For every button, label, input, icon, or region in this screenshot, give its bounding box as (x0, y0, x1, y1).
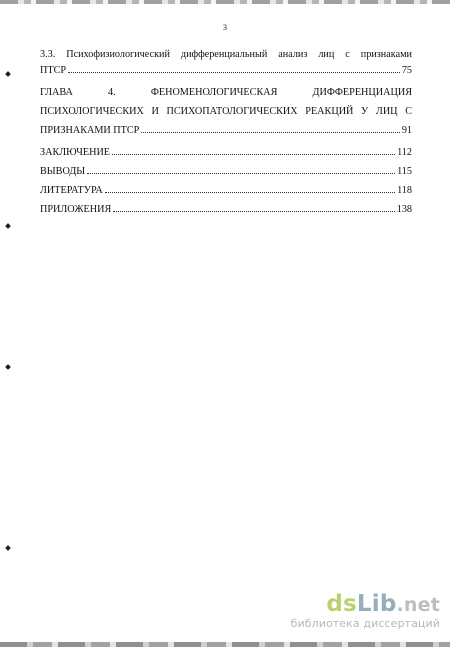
scan-bottom-edge (0, 642, 450, 647)
toc-entry-last-line (40, 145, 412, 161)
toc-entry-text: ЗАКЛЮЧЕНИЕ (40, 147, 111, 158)
dslib-logo (268, 592, 440, 617)
toc-entry-conclusion (40, 145, 412, 161)
scan-top-edge (0, 0, 450, 4)
toc-entry-text: ПРИЗНАКАМИ ПТСР (40, 125, 140, 136)
dot-leader (113, 210, 394, 212)
toc-entry-text: ЛИТЕРАТУРА (40, 185, 103, 196)
toc-page-number: 115 (397, 166, 412, 177)
toc-entry-line: 3.3. Психофизиологический дифференциальный анализ лиц с признаками (40, 49, 412, 60)
dot-leader (68, 71, 400, 73)
logo-net: .net (396, 594, 440, 616)
toc-entry-appendices (40, 202, 412, 218)
toc-entry-last-line (40, 164, 412, 180)
toc-entry-text: ПТСР (40, 65, 67, 76)
binding-mark (5, 545, 11, 551)
dot-leader (87, 172, 395, 174)
dslib-subtitle: библиотека диссертаций (290, 617, 440, 630)
toc-page-number: 75 (401, 65, 412, 76)
toc-page-number: 118 (397, 185, 412, 196)
page-number: 3 (223, 23, 227, 32)
logo-ds: ds (326, 591, 357, 617)
toc-entry-chapter-4 (40, 83, 412, 140)
toc-entry-last-line (40, 121, 412, 140)
dot-leader (141, 131, 399, 133)
toc-page-number: 138 (396, 204, 412, 215)
dot-leader (112, 153, 395, 155)
dslib-watermark (268, 592, 440, 634)
table-of-contents (40, 47, 412, 221)
toc-entry-findings (40, 164, 412, 180)
toc-entry-section-3-3 (40, 47, 412, 79)
toc-entry-line: ГЛАВА 4. ФЕНОМЕНОЛОГИЧЕСКАЯ ДИФФЕРЕНЦИАЦИЯ (40, 87, 412, 98)
toc-page-number: 91 (401, 125, 412, 136)
binding-mark (5, 223, 11, 229)
toc-entry-text: ПРИЛОЖЕНИЯ (40, 204, 112, 215)
binding-mark (5, 71, 11, 77)
binding-mark (5, 364, 11, 370)
logo-lib: Lib (356, 591, 397, 617)
toc-entry-literature (40, 183, 412, 199)
toc-entry-last-line (40, 183, 412, 199)
toc-entry-line: ПСИХОЛОГИЧЕСКИХ И ПСИХОПАТОЛОГИЧЕСКИХ РЕАКЦИЙ У ЛИЦ С (40, 106, 412, 117)
toc-entry-last-line (40, 202, 412, 218)
dot-leader (105, 191, 395, 193)
toc-entry-last-line (40, 63, 412, 79)
toc-page-number: 112 (397, 147, 412, 158)
toc-entry-text: ВЫВОДЫ (40, 166, 86, 177)
